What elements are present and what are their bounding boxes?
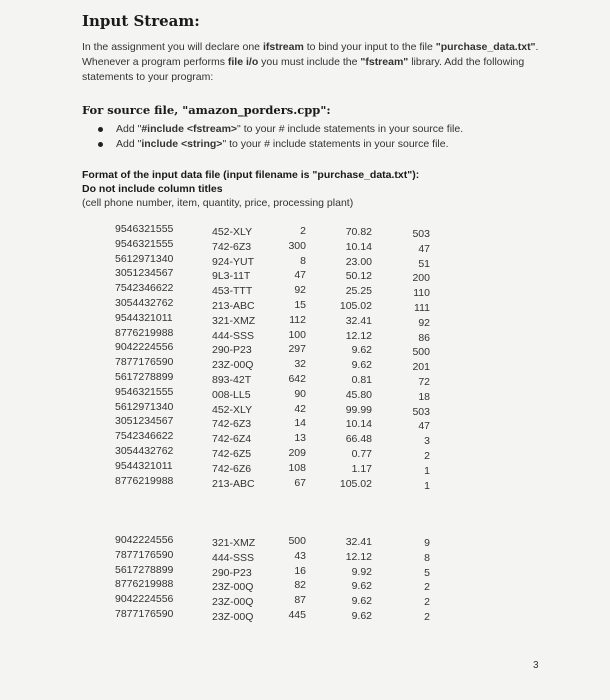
table-cell: 1	[424, 479, 430, 492]
table-cell: 0.81	[351, 373, 372, 386]
table-cell: 112	[289, 313, 306, 326]
table-cell: 100	[288, 328, 306, 341]
table-cell: 50.12	[345, 270, 372, 283]
table-cell: 742-6Z6	[212, 462, 252, 475]
table-cell: 1.17	[351, 462, 372, 475]
table-cell: 14	[294, 417, 306, 430]
table-cell: 5617278899	[115, 563, 174, 576]
table-cell: 9.92	[351, 565, 372, 578]
table-cell: 0.77	[351, 447, 372, 460]
intro-text-8: "fstream"	[360, 56, 409, 68]
format-description	[82, 168, 552, 210]
table-cell: 23.00	[345, 255, 372, 268]
table-cell: 893-42T	[212, 373, 252, 386]
table-cell: 924-YUT	[212, 255, 255, 268]
table-cell: 25.25	[345, 285, 372, 298]
table-cell: 8	[424, 551, 430, 564]
table-cell: 66.48	[345, 433, 372, 446]
intro-text-2: ifstream	[262, 41, 304, 53]
table-cell: 200	[412, 272, 430, 285]
bullet-text: " to your # include statements in your source file.	[237, 123, 464, 135]
table-cell: 8776219988	[115, 326, 174, 339]
table-cell: 321-XMZ	[212, 314, 256, 327]
table-cell: 86	[418, 331, 430, 344]
table-cell: 201	[412, 361, 430, 374]
table-cell: 47	[294, 269, 306, 282]
table-cell: 8776219988	[115, 474, 174, 487]
table-cell: 10.14	[345, 240, 372, 253]
table-cell: 9042224556	[115, 593, 174, 606]
table-cell: 23Z-00Q	[212, 596, 254, 609]
table-cell: 742-6Z3	[212, 240, 252, 253]
table-cell: 42	[294, 402, 306, 415]
intro-text-1: In the assignment you will declare one	[82, 41, 263, 53]
table-cell: 1	[424, 464, 430, 477]
intro-text-5: . Whenever a program performs	[82, 41, 539, 68]
table-cell: 9546321555	[115, 385, 174, 398]
table-cell: 8776219988	[115, 578, 174, 591]
table-cell: 5612971340	[115, 400, 174, 413]
table-cell: 300	[288, 239, 306, 252]
format-note: Do not include column titles	[82, 183, 223, 195]
table-cell: 008-LL5	[212, 388, 251, 401]
table-cell: 3051234567	[115, 415, 174, 428]
table-cell: 2	[424, 596, 430, 609]
table-cell: 213-ABC	[212, 477, 255, 490]
bullet-text: Add "	[116, 138, 142, 150]
bullet-text: " to your # include statements in your source file.	[222, 138, 449, 150]
intro-text-7: you must include the	[258, 56, 361, 68]
table-cell: 5617278899	[115, 370, 174, 383]
include-list	[82, 122, 463, 152]
group1-item-column	[212, 225, 272, 491]
table-cell: 18	[418, 390, 430, 403]
table-cell: 7877176590	[115, 356, 174, 369]
source-file-heading: For source file, "amazon_porders.cpp":	[82, 103, 331, 117]
table-cell: 45.80	[345, 388, 372, 401]
table-cell: 99.99	[345, 403, 372, 416]
table-cell: 23Z-00Q	[212, 581, 254, 594]
table-cell: 297	[288, 343, 306, 356]
table-cell: 3	[424, 435, 430, 448]
format-columns: (cell phone number, item, quantity, price, processing plant)	[82, 197, 354, 209]
table-cell: 642	[288, 372, 306, 385]
table-cell: 92	[418, 316, 430, 329]
section-heading: Input Stream:	[82, 12, 200, 30]
table-cell: 9042224556	[115, 534, 174, 546]
list-item	[82, 137, 463, 152]
table-cell: 12.12	[345, 550, 372, 563]
table-cell: 742-6Z5	[212, 447, 252, 460]
table-cell: 9L3-11T	[212, 270, 251, 283]
table-cell: 2	[424, 449, 430, 462]
table-cell: 7877176590	[115, 548, 174, 561]
table-cell: 8	[300, 254, 306, 267]
table-cell: 452-XLY	[212, 403, 253, 416]
intro-text-4: "purchase_data.txt"	[435, 41, 536, 53]
table-cell: 2	[424, 581, 430, 594]
table-cell: 742-6Z4	[212, 433, 252, 446]
table-cell: 9042224556	[115, 341, 174, 354]
table-cell: 213-ABC	[212, 299, 255, 312]
table-cell: 15	[294, 298, 306, 311]
table-cell: 9.62	[351, 580, 372, 593]
table-cell: 444-SSS	[212, 551, 255, 564]
table-cell: 2	[424, 610, 430, 623]
table-cell: 5612971340	[115, 252, 174, 265]
table-cell: 13	[294, 432, 306, 445]
table-cell: 444-SSS	[212, 329, 255, 342]
bullet-text: Add "	[116, 123, 142, 135]
table-cell: 500	[412, 346, 430, 359]
intro-text-3: to bind your input to the file	[303, 41, 436, 53]
table-cell: 321-XMZ	[212, 537, 256, 549]
table-cell: 43	[294, 549, 306, 562]
table-cell: 90	[294, 387, 306, 400]
table-cell: 111	[414, 301, 430, 314]
table-cell: 9.62	[351, 344, 372, 357]
bullet-code: #include <fstream>	[141, 123, 238, 135]
table-cell: 87	[294, 594, 306, 607]
group2-item-column	[212, 536, 272, 625]
table-cell: 9.62	[351, 595, 372, 608]
group2-phone-column	[115, 533, 185, 622]
table-cell: 209	[288, 446, 306, 459]
table-cell: 3054432762	[115, 296, 174, 309]
format-title: Format of the input data file (input filename is "purchase_data.txt"):	[82, 169, 420, 181]
bullet-icon	[98, 142, 103, 147]
table-cell: 32.41	[345, 314, 372, 327]
table-cell: 290-P23	[212, 566, 252, 579]
table-cell: 9546321555	[115, 223, 174, 235]
bullet-code: include <string>	[141, 138, 223, 150]
table-cell: 47	[418, 420, 430, 433]
table-cell: 32.41	[345, 536, 372, 548]
table-cell: 290-P23	[212, 344, 252, 357]
table-cell: 9546321555	[115, 237, 174, 250]
table-cell: 3051234567	[115, 267, 174, 280]
table-cell: 10.14	[345, 418, 372, 431]
table-cell: 445	[288, 608, 306, 621]
table-cell: 9544321011	[115, 459, 173, 472]
table-cell: 503	[412, 405, 430, 418]
group1-price-column	[330, 225, 372, 491]
group2-quantity-column	[278, 534, 306, 623]
intro-text-6: file i/o	[227, 56, 259, 68]
table-cell: 70.82	[345, 226, 372, 238]
table-cell: 2	[300, 225, 306, 237]
table-cell: 452-XLY	[212, 226, 253, 238]
group1-quantity-column	[278, 224, 306, 490]
group1-plant-column	[400, 227, 430, 493]
intro-text-9: library. Add the following statements to your program:	[82, 56, 525, 83]
table-cell: 110	[413, 287, 430, 300]
table-cell: 23Z-00Q	[212, 610, 254, 623]
bullet-icon	[98, 127, 103, 132]
table-cell: 9.62	[351, 359, 372, 372]
table-cell: 51	[418, 257, 430, 270]
table-cell: 9.62	[351, 609, 372, 622]
table-cell: 105.02	[339, 477, 372, 490]
table-cell: 12.12	[345, 329, 372, 342]
table-cell: 5	[424, 566, 430, 579]
table-cell: 9544321011	[115, 311, 173, 324]
table-cell: 82	[294, 579, 306, 592]
table-cell: 23Z-00Q	[212, 359, 254, 372]
table-cell: 7542346622	[115, 282, 174, 295]
table-cell: 67	[294, 476, 306, 489]
group1-phone-column	[115, 222, 185, 488]
table-cell: 742-6Z3	[212, 418, 252, 431]
table-cell: 47	[418, 242, 430, 255]
page-number: 3	[533, 660, 539, 671]
table-cell: 105.02	[339, 299, 372, 312]
intro-paragraph	[82, 40, 552, 85]
table-cell: 72	[418, 375, 430, 388]
table-cell: 3054432762	[115, 444, 174, 457]
list-item	[82, 122, 463, 137]
table-cell: 503	[412, 228, 430, 240]
table-cell: 7877176590	[115, 607, 174, 620]
table-cell: 92	[294, 284, 306, 297]
table-cell: 16	[294, 564, 306, 577]
table-cell: 500	[288, 535, 306, 547]
table-cell: 108	[288, 461, 306, 474]
table-cell: 32	[294, 358, 306, 371]
table-cell: 453-TTT	[212, 285, 253, 298]
group2-plant-column	[400, 536, 430, 625]
group2-price-column	[330, 535, 372, 624]
table-cell: 7542346622	[115, 430, 174, 443]
table-cell: 9	[424, 537, 430, 549]
